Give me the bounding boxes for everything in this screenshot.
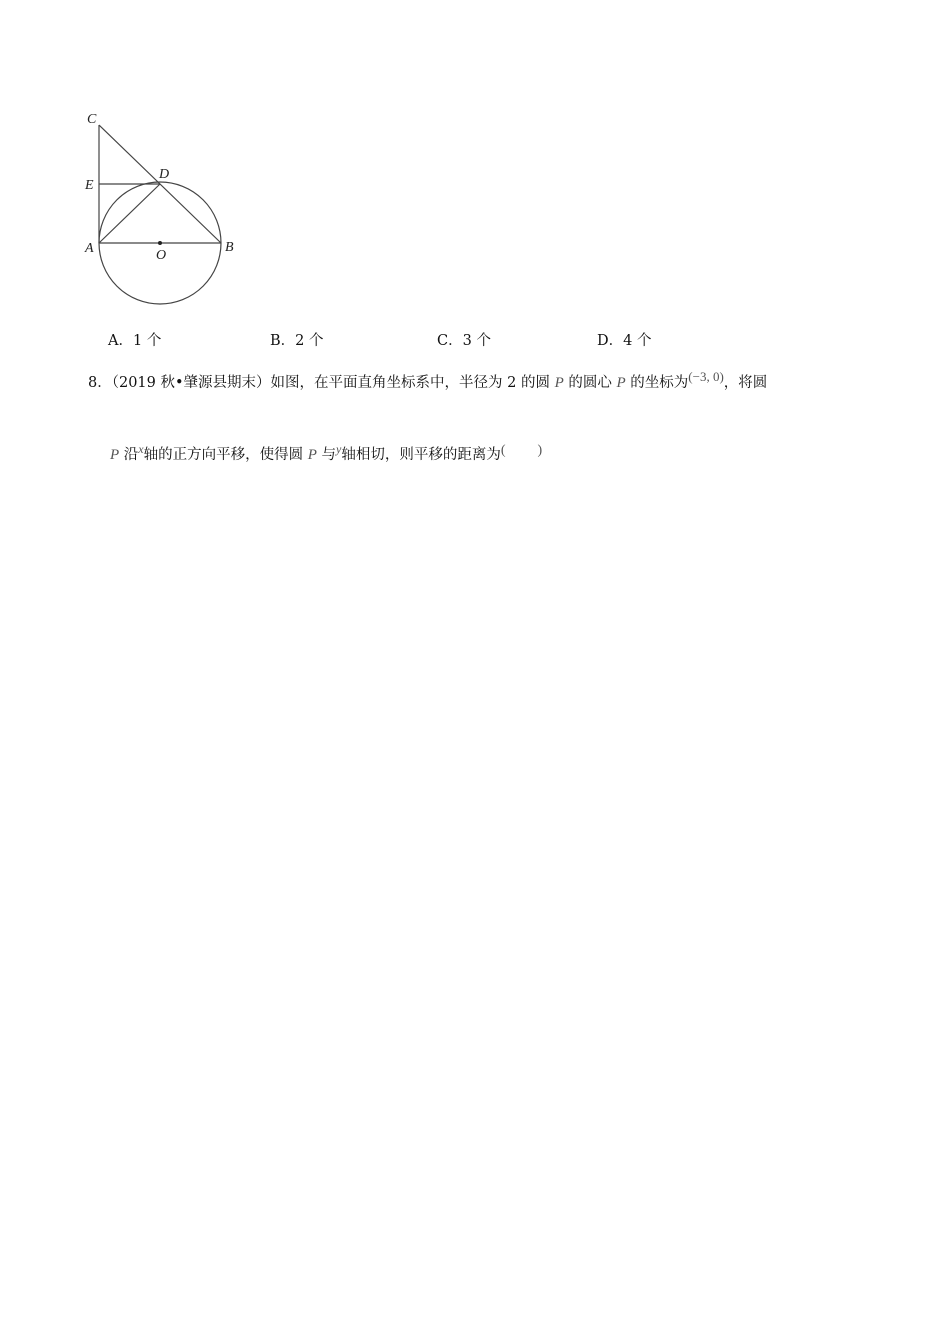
option-c[interactable]: C．3 个 bbox=[437, 333, 491, 349]
label-c: C bbox=[87, 112, 97, 127]
geometry-figure bbox=[80, 105, 250, 310]
var-x: x bbox=[138, 442, 144, 456]
label-e: E bbox=[85, 178, 94, 193]
var-p: P bbox=[110, 447, 120, 463]
segment-ad bbox=[99, 184, 160, 243]
answer-paren-open: ( bbox=[500, 443, 506, 458]
label-b: B bbox=[225, 240, 234, 255]
answer-paren-close: ) bbox=[537, 443, 543, 458]
question-number: 8． bbox=[88, 375, 112, 391]
circle-triangle-diagram bbox=[80, 105, 250, 310]
label-d: D bbox=[159, 167, 170, 182]
coordinate-value: (−3, 0) bbox=[688, 369, 724, 384]
answer-options bbox=[0, 329, 950, 351]
var-p: P bbox=[307, 447, 317, 463]
var-p: P bbox=[616, 375, 626, 391]
label-a: A bbox=[85, 241, 94, 256]
label-o: O bbox=[156, 248, 167, 263]
var-y: y bbox=[336, 442, 342, 456]
question-8-line-2: P 沿$^x$轴的正方向平移，使得圆 P 与$^y$轴相切，则平移的距离为( ) bbox=[110, 442, 543, 463]
question-source: （2019 秋•肇源县期末） bbox=[111, 375, 271, 391]
option-d[interactable]: D．4 个 bbox=[597, 333, 652, 349]
center-point-o bbox=[158, 241, 162, 245]
question-8-line-1: 8．（2019 秋•肇源县期末）如图，在平面直角坐标系中，半径为 2 的圆 P 的圆心 P 的坐标为(−3, 0)，将圆 bbox=[88, 369, 768, 391]
option-b[interactable]: B．2 个 bbox=[270, 333, 324, 349]
var-p: P bbox=[554, 375, 564, 391]
question-text: 如图，在平面直角坐标系中，半径为 2 的圆 bbox=[270, 375, 550, 391]
option-a[interactable]: A．1 个 bbox=[108, 333, 162, 349]
